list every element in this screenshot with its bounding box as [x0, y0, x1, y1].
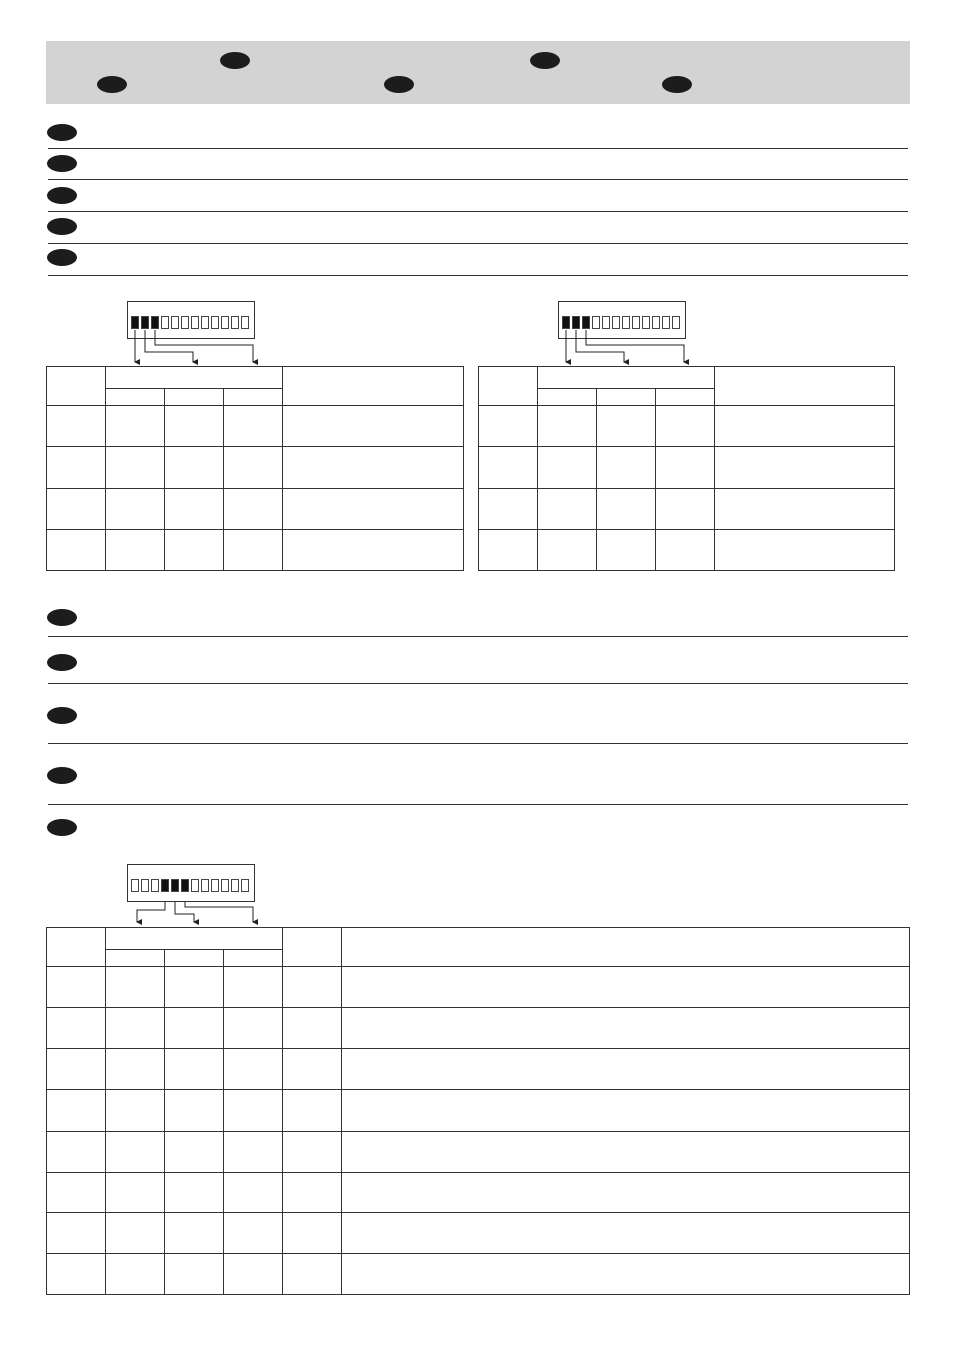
table-row	[47, 447, 464, 488]
language-marker-icon	[47, 707, 77, 724]
dip-switch-lever	[141, 879, 149, 892]
dip-setting-table	[46, 366, 464, 571]
dip-switch-lever	[151, 879, 159, 892]
divider	[48, 804, 908, 805]
dip-switch-lever	[181, 879, 189, 892]
function-setting-table	[46, 927, 910, 1295]
table-row	[47, 1090, 910, 1131]
table-row	[47, 967, 910, 1008]
table-row	[479, 447, 895, 488]
divider	[48, 743, 908, 744]
table-row	[479, 406, 895, 447]
language-marker-icon	[47, 819, 77, 836]
dip-switch-lever	[211, 879, 219, 892]
dip-switch-lever	[221, 879, 229, 892]
table-row	[479, 488, 895, 529]
table-row	[479, 529, 895, 570]
table-row	[47, 529, 464, 570]
language-marker-icon	[47, 767, 77, 784]
table-row	[47, 1049, 910, 1090]
dip-setting-table	[478, 366, 895, 571]
table-row	[47, 1212, 910, 1253]
divider	[48, 636, 908, 637]
language-marker-icon	[47, 654, 77, 671]
dip-switch-lever	[231, 879, 239, 892]
table-row	[47, 1131, 910, 1172]
dip-switch-lever	[161, 879, 169, 892]
table-row	[47, 1008, 910, 1049]
table-row	[47, 1172, 910, 1212]
dip-switch-lever	[131, 879, 139, 892]
dip-switch-diagram	[127, 864, 255, 902]
dip-switch-lever	[241, 879, 249, 892]
table-row	[47, 406, 464, 447]
divider	[48, 683, 908, 684]
dip-switch-lever	[171, 879, 179, 892]
table-row	[47, 488, 464, 529]
table-row	[47, 1253, 910, 1294]
dip-switch-lever	[201, 879, 209, 892]
language-marker-icon	[47, 609, 77, 626]
dip-switch-lever	[191, 879, 199, 892]
